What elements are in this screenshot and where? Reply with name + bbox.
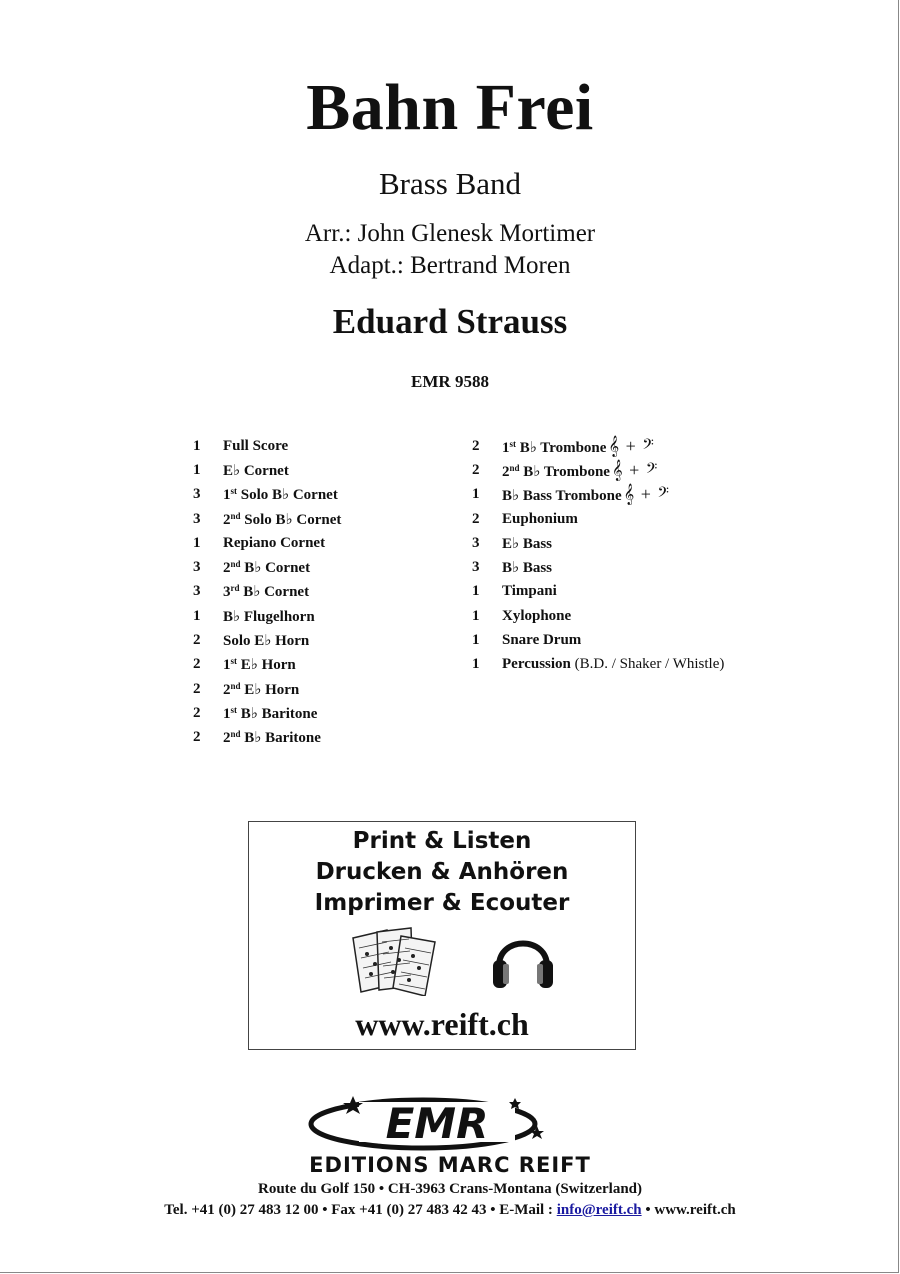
promo-icons (249, 926, 635, 1006)
part-ordinal-suffix: st (509, 438, 516, 449)
part-quantity: 2 (193, 680, 201, 697)
part-row (472, 580, 724, 604)
part-row (472, 507, 724, 531)
part-name (223, 558, 310, 577)
part-name (223, 582, 309, 601)
part-name (502, 632, 581, 649)
part-quantity: 2 (472, 437, 480, 454)
part-name (502, 436, 655, 457)
publisher-address: Route du Golf 150 • CH-3963 Crans-Montana (Switzerland) (258, 1181, 642, 1197)
part-ordinal: 3 (223, 584, 231, 601)
part-name (502, 484, 670, 505)
part-label: Solo B♭ Cornet (240, 487, 338, 504)
part-quantity: 2 (193, 729, 201, 746)
emr-logo (305, 1090, 565, 1152)
part-ordinal-suffix: st (230, 656, 237, 667)
part-quantity: 1 (193, 607, 201, 624)
part-row (193, 604, 341, 628)
part-name (223, 510, 341, 529)
part-label: Full Score (223, 437, 289, 454)
promo-line-french: Imprimer & Ecouter (314, 890, 570, 916)
part-name (223, 655, 296, 674)
part-ordinal: 1 (502, 439, 510, 456)
part-label: E♭ Horn (240, 657, 296, 674)
part-quantity: 2 (472, 510, 480, 527)
part-quantity: 2 (193, 632, 201, 649)
part-ordinal: 2 (223, 681, 231, 698)
part-ordinal-suffix: nd (230, 559, 241, 570)
part-row (472, 434, 724, 458)
email-link[interactable]: info@reift.ch (556, 1202, 642, 1218)
part-name (223, 728, 321, 747)
part-row (193, 434, 341, 458)
arranger-credit: Arr.: John Glenesk Mortimer (304, 220, 596, 247)
part-name (223, 607, 315, 626)
part-quantity: 3 (472, 559, 480, 576)
part-name (223, 704, 317, 723)
part-row (472, 531, 724, 555)
part-ordinal-suffix: st (230, 704, 237, 715)
part-label: E♭ Cornet (223, 462, 289, 479)
part-quantity: 2 (193, 704, 201, 721)
part-label: B♭ Baritone (240, 705, 318, 722)
part-label: Xylophone (502, 607, 572, 624)
part-ordinal-suffix: st (230, 486, 237, 497)
parts-list-right (472, 434, 724, 677)
part-row (472, 555, 724, 579)
part-name (223, 535, 325, 552)
part-row (193, 458, 341, 482)
part-label: B♭ Trombone (523, 463, 610, 480)
parts-list-left (193, 434, 341, 750)
part-name (223, 438, 288, 455)
clef-icons: 𝄞 + 𝄢 (608, 435, 655, 456)
part-quantity: 3 (472, 534, 480, 551)
part-label: B♭ Bass (502, 560, 553, 577)
part-row (193, 555, 341, 579)
publisher-contact (0, 1202, 900, 1219)
part-ordinal-suffix: nd (509, 462, 520, 473)
part-row (472, 458, 724, 482)
part-quantity: 1 (193, 437, 201, 454)
part-ordinal: 1 (223, 487, 231, 504)
part-ordinal-suffix: nd (230, 510, 241, 521)
part-quantity: 1 (193, 461, 201, 478)
sheet-music-icon (349, 926, 441, 996)
promo-line-english: Print & Listen (352, 828, 532, 854)
part-label: Snare Drum (502, 632, 582, 649)
part-label: Solo B♭ Cornet (244, 511, 342, 528)
part-ordinal: 2 (223, 730, 231, 747)
part-label: B♭ Bass Trombone (502, 488, 622, 505)
promo-line-german: Drucken & Anhören (315, 859, 569, 885)
part-quantity: 3 (193, 559, 201, 576)
part-label: Euphonium (502, 510, 578, 527)
part-row (193, 726, 341, 750)
promo-website[interactable]: www.reift.ch (355, 1006, 529, 1042)
part-name (502, 534, 552, 553)
part-label: B♭ Cornet (244, 560, 311, 577)
publisher-name: EDITIONS MARC REIFT (309, 1153, 591, 1177)
score-title: Bahn Frei (306, 71, 594, 144)
part-name (502, 558, 552, 577)
contact-phone-fax: Tel. +41 (0) 27 483 12 00 • Fax +41 (0) 27 483 42 43 • E-Mail : (164, 1202, 557, 1218)
part-row (472, 628, 724, 652)
part-name (502, 608, 571, 625)
catalog-number: EMR 9588 (411, 372, 489, 391)
part-name (223, 461, 289, 480)
part-label: Solo E♭ Horn (223, 633, 310, 650)
adapter-credit: Adapt.: Bertrand Moren (329, 252, 571, 279)
part-note: (B.D. / Shaker / Whistle) (574, 656, 725, 673)
part-row (472, 483, 724, 507)
part-quantity: 1 (472, 583, 480, 600)
part-row (193, 701, 341, 725)
composer-name: Eduard Strauss (332, 302, 568, 341)
part-quantity: 1 (472, 486, 480, 503)
print-listen-box (248, 821, 636, 1050)
part-name (502, 511, 578, 528)
part-name (223, 485, 338, 504)
part-label: Timpani (502, 583, 557, 600)
part-ordinal-suffix: rd (230, 583, 240, 594)
headphones-icon (491, 926, 555, 992)
part-ordinal: 2 (502, 463, 510, 480)
part-label: Percussion (502, 656, 571, 673)
part-quantity: 1 (193, 534, 201, 551)
part-label: B♭ Baritone (244, 730, 321, 747)
part-row (193, 507, 341, 531)
part-quantity: 3 (193, 583, 201, 600)
part-quantity: 2 (193, 656, 201, 673)
part-quantity: 1 (472, 607, 480, 624)
part-ordinal: 2 (223, 511, 231, 528)
part-row (193, 483, 341, 507)
part-name (223, 631, 309, 650)
part-name (223, 680, 299, 699)
part-ordinal-suffix: nd (230, 680, 241, 691)
part-row (193, 580, 341, 604)
part-row (193, 531, 341, 555)
contact-website: • www.reift.ch (641, 1202, 736, 1218)
part-row (472, 653, 724, 677)
part-label: B♭ Cornet (243, 584, 310, 601)
part-label: B♭ Flugelhorn (223, 608, 315, 625)
part-quantity: 3 (193, 486, 201, 503)
part-name (502, 460, 658, 481)
logo-text: EMR (385, 1099, 489, 1148)
part-row (472, 604, 724, 628)
part-label: E♭ Horn (244, 681, 300, 698)
part-row (193, 677, 341, 701)
clef-icons: 𝄞 + 𝄢 (623, 484, 670, 505)
part-name (502, 656, 724, 673)
part-row (193, 628, 341, 652)
part-label: B♭ Trombone (519, 439, 607, 456)
part-quantity: 3 (193, 510, 201, 527)
part-name (502, 583, 557, 600)
part-ordinal: 1 (223, 705, 231, 722)
part-quantity: 1 (472, 656, 480, 673)
part-ordinal: 1 (223, 657, 231, 674)
clef-icons: 𝄞 + 𝄢 (611, 459, 659, 480)
part-row (193, 653, 341, 677)
part-label: E♭ Bass (502, 535, 553, 552)
part-ordinal: 2 (223, 560, 231, 577)
part-ordinal-suffix: nd (230, 729, 241, 740)
ensemble-subtitle: Brass Band (378, 166, 522, 201)
part-label: Repiano Cornet (223, 534, 326, 551)
part-quantity: 2 (472, 461, 480, 478)
part-quantity: 1 (472, 632, 480, 649)
